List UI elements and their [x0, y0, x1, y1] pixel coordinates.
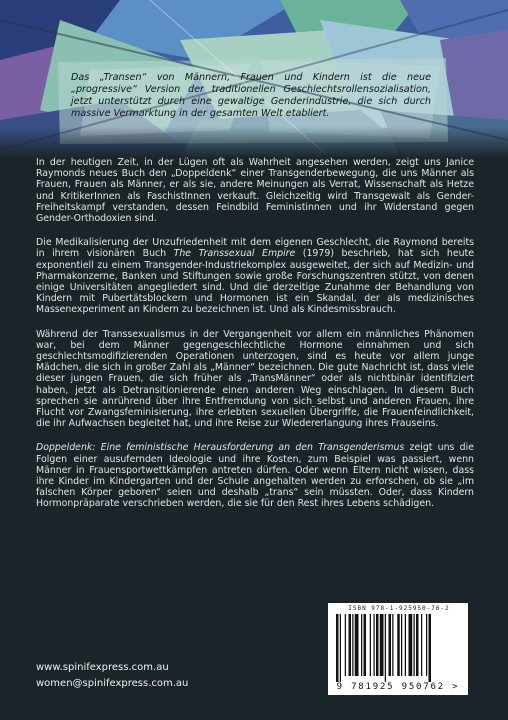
isbn-label: ISBN 978-1-925950-76-2: [348, 605, 450, 612]
publisher-contacts: [36, 660, 188, 692]
barcode-bar: [421, 614, 422, 676]
barcode-bar: [352, 614, 353, 676]
barcode-bar: [416, 614, 419, 676]
barcode-bar: [364, 614, 367, 676]
book-title: Doppeldenk: Eine feministische Herausforderung an den Transgenderismus: [36, 442, 405, 454]
blurb-paragraph-4-end: zeigt uns die Folgen einer ausufernden Ideologie und ihre Kosten, zum Beispiel was passiert, wenn Männer in Frauensportwettkämpfen antreten dürfen. Oder wenn Eltern nicht wissen, dass ihre Kinder im Kindergarten und der Schule angehalten werden zu erforschen, ob sie „im falschen Körper geboren“ seien und deshalb „trans“ sein müssten. Oder, dass Kindern Hormonpräparate verschrieben werden, die sie für den Rest ihres Lebens schädigen.: [36, 442, 474, 510]
barcode-bar: [392, 614, 393, 676]
barcode-bar: [405, 614, 406, 676]
barcode-bar: [429, 614, 432, 682]
isbn-digits: 9 781925 950762 >: [336, 682, 460, 692]
blurb-paragraph-2-end: (1979) beschrieb, hat sich heute exponentiell zu einem Transgender-Industriekomplex ausgeweitet, der sich auf Medizin- und Pharmakonzerne, Banken und Stiftungen sowie große Forschungszentren stützt, von denen einige Universitäten angegliedert sind. Und die derzeitige Zunahme der Behandlung von Kindern mit Pubertätsblockern und Hormonen ist ein Skandal, der als medizinisches Massenexperiment an Kindern zu bezeichnen ist. Und als Kindesmissbrauch.: [36, 248, 474, 316]
barcode-bar: [414, 614, 415, 676]
barcode-bar: [426, 614, 427, 676]
barcode-bar: [370, 614, 371, 676]
blurb-paragraph-1: In der heutigen Zeit, in der Lügen oft als Wahrheit angesehen werden, zeigt uns Janice Raymonds neues Buch den „Doppeldenk“ einer Transgenderbewegung, die uns Männer als Frauen, Frauen als Männer, er als sie, andere Meinungen als Verrat, Wissenschaft als Hetze und KritikerInnen als FaschistInnen verkauft. Gleichzeitig wird Transgewalt als Gender-Freiheitskampf verstanden, dessen Feindbild Feministinnen und ihr Widerstand gegen Gender-Orthodoxien sind.: [36, 157, 474, 225]
barcode-bar: [380, 614, 384, 676]
blurb-paragraph-4: [36, 442, 474, 509]
blurb-paragraph-2: [36, 237, 474, 315]
blurb-paragraph-3: Während der Transsexualismus in der Vergangenheit vor allem ein männliches Phänomen war, bei dem Männer gegengeschlechtliche Hormone einnahmen und sich geschlechtsmodifizierenden Operationen unterzogen, sind es heute vor allem junge Mädchen, die sich in großer Zahl als „Männer“ bezeichnen. Die gute Nachricht ist, dass viele dieser jungen Frauen, die sich früher als „TransMänner“ oder als nichtbinär identifiziert haben, jetzt als Detransitionierende einen anderen Weg einschlagen. In diesem Buch sprechen sie anrührend über ihre Entfremdung von sich selbst und anderen Frauen, ihre Flucht vor Zwangsfeminisierung, ihre erlebten sexuellen Übergriffe, die Frauenfeindlichkeit, die ihr Aufwachsen begleitet hat, und ihre Reise zur Wiedererlangung ihres Frauseins.: [36, 328, 474, 430]
barcode-bar: [401, 614, 402, 676]
cover-quote: Das „Transen“ von Männern, Frauen und Kindern ist die neue „progressive“ Version der traditionellen Geschlechtsrollensozialisation, jetzt unterstützt durch eine gewaltige Genderindustrie, die sich durch massive Vermarktung in der gesamten Welt etabliert.: [71, 72, 431, 119]
isbn-barcode: [328, 603, 468, 695]
barcode-bar: [385, 614, 386, 682]
barcode-bar: [340, 614, 341, 682]
barcode-bar: [389, 614, 392, 676]
publisher-website-link[interactable]: www.spinifexpress.com.au: [36, 662, 169, 673]
blurb-body: [36, 157, 474, 523]
barcode-bar: [361, 614, 362, 676]
barcode-bar: [374, 614, 375, 676]
barcode-bars: [336, 614, 460, 682]
barcode-bar: [345, 614, 346, 676]
barcode-bar: [355, 614, 359, 676]
barcode-bar: [336, 614, 339, 682]
publisher-email-link[interactable]: women@spinifexpress.com.au: [36, 678, 189, 689]
barcode-bar: [349, 614, 352, 676]
blurb-paragraph-2-start: Die Medikalisierung der Unzufriedenheit mit dem eigenen Geschlecht, die Raymond bereits in ihrem visionären Buch: [36, 237, 474, 260]
book-title-reference: The Transsexual Empire: [173, 248, 296, 260]
barcode-bar: [409, 614, 413, 676]
barcode-bar: [397, 614, 400, 676]
barcode-bar: [376, 614, 379, 676]
